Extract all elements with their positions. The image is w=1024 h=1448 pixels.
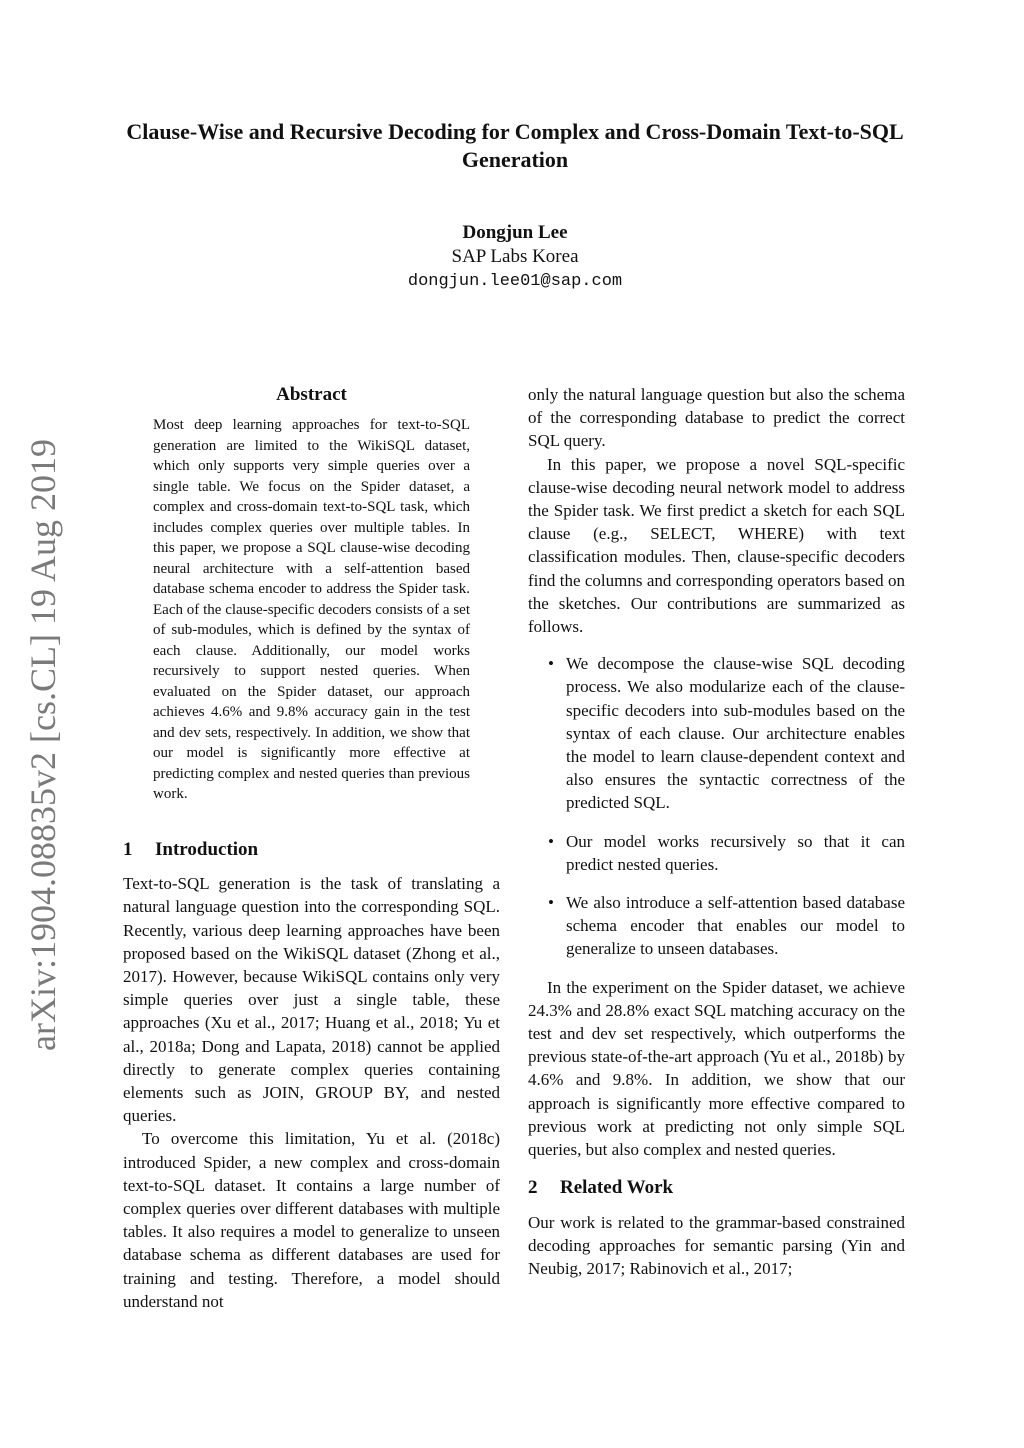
list-item-text: We decompose the clause-wise SQL decoding process. We also modularize each of the clause-specific decoders into sub-modules based on the syntax of each clause. Our architecture enables the model to learn clause-dependent context and also ensures the syntactic correctness of the predicted SQL. [566, 654, 905, 813]
author-email: dongjun.lee01@sap.com [407, 272, 623, 291]
paper-title: Clause-Wise and Recursive Decoding for Complex and Cross-Domain Text-to-SQL Generation [126, 119, 904, 172]
right-column [528, 383, 905, 1280]
section-title: Related Work [560, 1177, 674, 1199]
section-number: 2 [528, 1177, 538, 1199]
bullet-icon: • [548, 654, 554, 674]
section-heading-introduction [123, 838, 500, 861]
left-column [123, 838, 500, 1313]
contributions-list [528, 652, 905, 960]
section-number: 1 [123, 839, 133, 860]
list-item [528, 652, 905, 814]
arxiv-identifier: arXiv:1904.08835v2 [cs.CL] 19 Aug 2019 [23, 439, 63, 1051]
abstract-heading: Abstract [276, 384, 347, 405]
right-paragraph-3: In the experiment on the Spider dataset, we achieve 24.3% and 28.8% exact SQL matching accuracy on the test and dev set respectively, which outperforms the previous state-of-the-art approach (Yu et al., 2018b) by 4.6% and 9.8%. In addition, we show that our approach is significantly more effective compared to previous work at predicting not only simple SQL queries, but also complex and nested queries. [528, 977, 905, 1160]
author-name: Dongjun Lee [462, 222, 568, 243]
intro-paragraph-1: Text-to-SQL generation is the task of translating a natural language question into the corresponding SQL. Recently, various deep learning approaches have been proposed based on the WikiSQL dataset (Zhong et al., 2017). However, because WikiSQL contains only very simple queries over just a single table, these approaches (Xu et al., 2017; Huang et al., 2018; Yu et al., 2018a; Dong and Lapata, 2018) cannot be applied directly to generate complex queries containing elements such as JOIN, GROUP BY, and nested queries. [123, 874, 500, 1126]
list-item-text: We also introduce a self-attention based database schema encoder that enables our model to generalize to unseen databases. [566, 893, 905, 959]
list-item [528, 891, 905, 961]
related-paragraph-1: Our work is related to the grammar-based constrained decoding approaches for semantic parsing (Yin and Neubig, 2017; Rabinovich et al., 2017; [528, 1212, 905, 1278]
right-paragraph-1: only the natural language question but also the schema of the corresponding database to predict the correct SQL query. [528, 385, 905, 451]
intro-paragraph-2: To overcome this limitation, Yu et al. (2018c) introduced Spider, a new complex and cross-domain text-to-SQL dataset. It contains a large number of complex queries over different databases with multiple tables. It also requires a model to generalize to unseen database schema as different databases are used for training and testing. Therefore, a model should understand not [123, 1129, 500, 1311]
list-item [528, 830, 905, 876]
bullet-icon: • [548, 831, 554, 851]
bullet-icon: • [548, 893, 554, 913]
author-affiliation: SAP Labs Korea [451, 246, 579, 267]
right-paragraph-2: In this paper, we propose a novel SQL-specific clause-wise decoding neural network model to address the Spider task. We first predict a sketch for each SQL clause (e.g., SELECT, WHERE) with text classification modules. Then, clause-specific decoders find the columns and corresponding operators based on the sketches. Our contributions are summarized as follows. [528, 454, 905, 637]
abstract-text: Most deep learning approaches for text-to-SQL generation are limited to the WikiSQL dataset, which only supports very simple queries over a single table. We focus on the Spider dataset, a complex and cross-domain text-to-SQL task, which includes complex queries over multiple tables. In this paper, we propose a SQL clause-wise decoding neural architecture with a self-attention based database schema encoder to address the Spider task. Each of the clause-specific decoders consists of a set of sub-modules, which is defined by the syntax of each clause. Additionally, our model works recursively to support nested queries. When evaluated on the Spider dataset, our approach achieves 4.6% and 9.8% accuracy gain in the test and dev sets, respectively. In addition, we show that our model is significantly more effective at predicting complex and nested queries than previous work. [153, 417, 470, 802]
section-heading-related-work [528, 1176, 905, 1199]
section-title: Introduction [155, 839, 259, 860]
list-item-text: Our model works recursively so that it can predict nested queries. [566, 831, 905, 874]
